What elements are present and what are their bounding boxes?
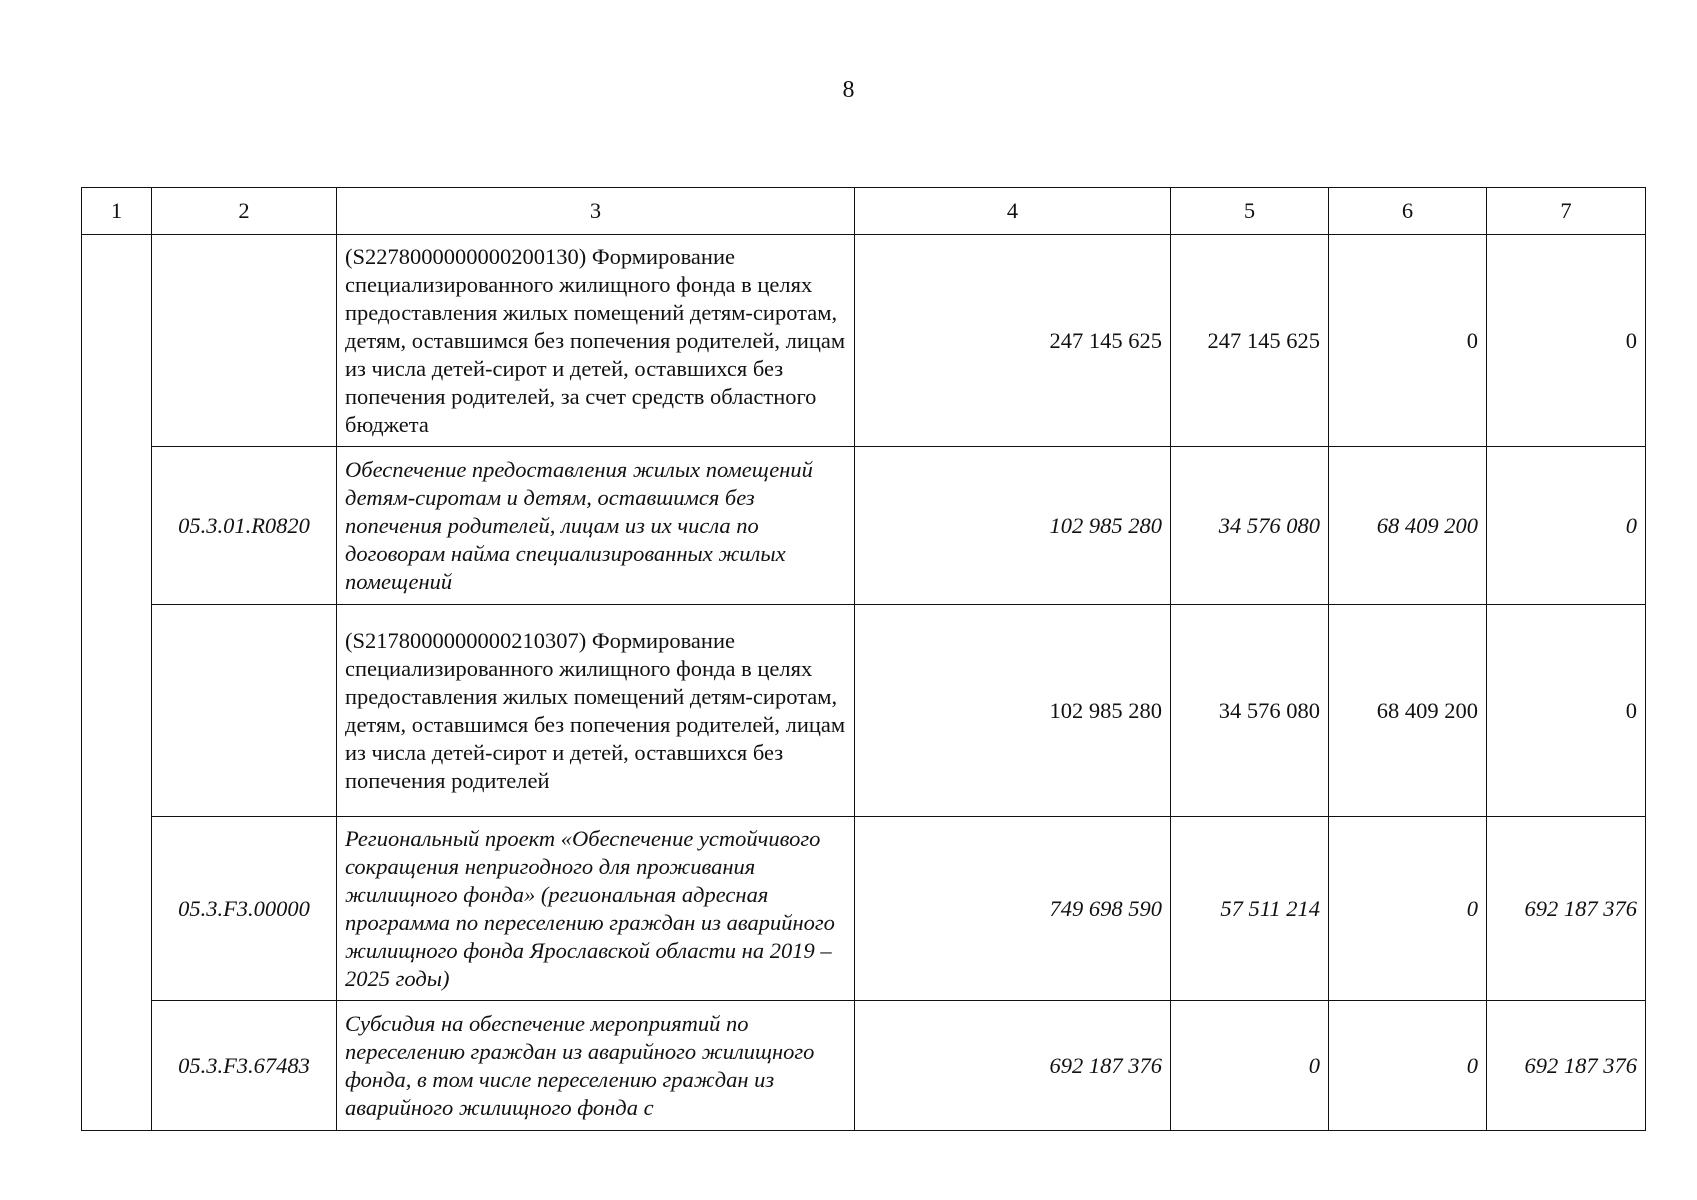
row-value-7: 692 187 376 <box>1487 817 1646 1001</box>
table-row <box>82 605 1646 817</box>
row-value-6: 68 409 200 <box>1329 447 1487 605</box>
row-value-7: 692 187 376 <box>1487 1001 1646 1131</box>
row-value-5: 0 <box>1171 1001 1329 1131</box>
row-value-6: 0 <box>1329 817 1487 1001</box>
row-code: 05.3.01.R0820 <box>152 447 337 605</box>
row-code <box>152 235 337 447</box>
row-value-5: 57 511 214 <box>1171 817 1329 1001</box>
budget-table <box>81 187 1646 1131</box>
row-name: Субсидия на обеспечение мероприятий по переселению граждан из аварийного жилищного фонда, в том числе переселению граждан из аварийного жилищного фонда с <box>337 1001 855 1131</box>
row-value-5: 34 576 080 <box>1171 605 1329 817</box>
row-name: (S2278000000000200130) Формирование специализированного жилищного фонда в целях предоставления жилых помещений детям-сиротам, детям, оставшимся без попечения родителей, лицам из числа детей-сирот и детей, оставшихся без попечения родителей, за счет средств областного бюджета <box>337 235 855 447</box>
header-row <box>82 188 1646 235</box>
row-value-6: 0 <box>1329 235 1487 447</box>
table-row <box>82 447 1646 605</box>
row-name: Обеспечение предоставления жилых помещений детям-сиротам и детям, оставшимся без попечения родителей, лицам из их числа по договорам найма специализированных жилых помещений <box>337 447 855 605</box>
table-row <box>82 1001 1646 1131</box>
row-value-7: 0 <box>1487 605 1646 817</box>
row-code <box>152 605 337 817</box>
row-value-4: 749 698 590 <box>855 817 1171 1001</box>
row-value-4: 247 145 625 <box>855 235 1171 447</box>
page-number: 8 <box>842 77 855 103</box>
row-value-4: 102 985 280 <box>855 605 1171 817</box>
row-code: 05.3.F3.00000 <box>152 817 337 1001</box>
table-row <box>82 235 1646 447</box>
header-col-6: 6 <box>1329 188 1487 235</box>
row-value-4: 102 985 280 <box>855 447 1171 605</box>
header-col-4: 4 <box>855 188 1171 235</box>
row-code: 05.3.F3.67483 <box>152 1001 337 1131</box>
header-col-7: 7 <box>1487 188 1646 235</box>
column-1-cell <box>82 235 152 1131</box>
header-col-2: 2 <box>152 188 337 235</box>
header-col-1: 1 <box>82 188 152 235</box>
row-value-6: 68 409 200 <box>1329 605 1487 817</box>
row-value-5: 34 576 080 <box>1171 447 1329 605</box>
header-col-5: 5 <box>1171 188 1329 235</box>
row-value-6: 0 <box>1329 1001 1487 1131</box>
row-name: Региональный проект «Обеспечение устойчивого сокращения непригодного для проживания жилищного фонда» (региональная адресная программа по переселению граждан из аварийного жилищного фонда Ярославской области на 2019 – 2025 годы) <box>337 817 855 1001</box>
table-row <box>82 817 1646 1001</box>
row-value-7: 0 <box>1487 235 1646 447</box>
row-value-5: 247 145 625 <box>1171 235 1329 447</box>
row-value-4: 692 187 376 <box>855 1001 1171 1131</box>
row-name: (S2178000000000210307) Формирование специализированного жилищного фонда в целях предоставления жилых помещений детям-сиротам, детям, оставшимся без попечения родителей, лицам из числа детей-сирот и детей, оставшихся без попечения родителей <box>337 605 855 817</box>
header-col-3: 3 <box>337 188 855 235</box>
row-value-7: 0 <box>1487 447 1646 605</box>
